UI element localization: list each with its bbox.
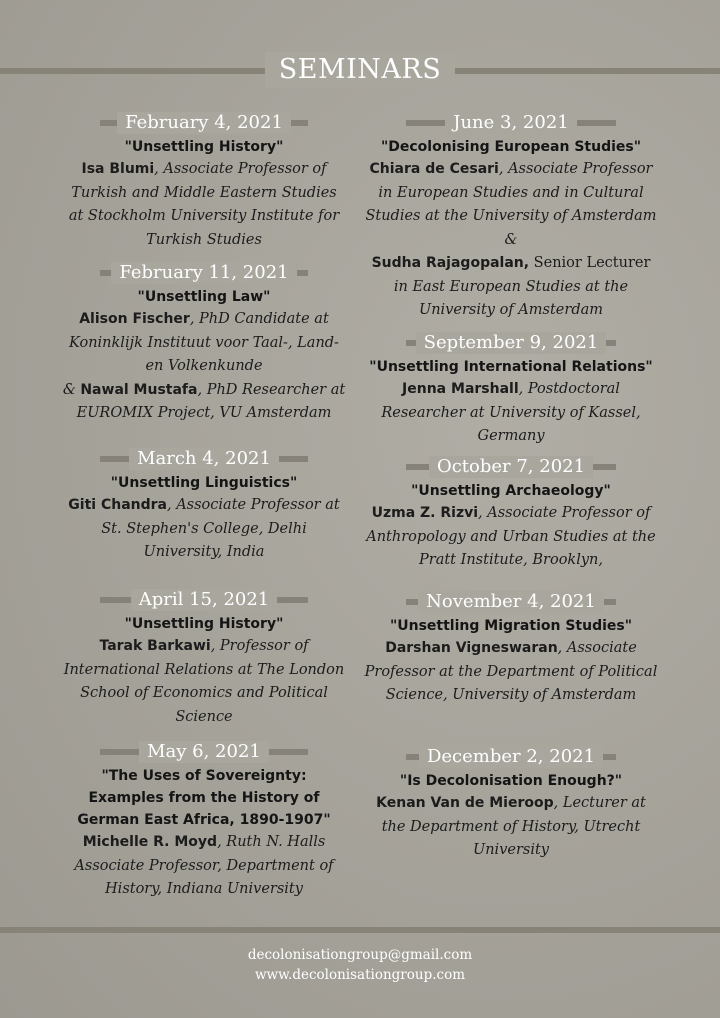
seminar-entry: [364, 456, 658, 573]
seminar-entry: [364, 112, 658, 323]
speaker-name: Jenna Marshall: [402, 381, 519, 397]
seminar-topic: "Unsettling Archaeology": [411, 483, 611, 499]
contact-email[interactable]: decolonisationgroup@gmail.com: [247, 947, 473, 963]
seminar-topic: "The Uses of Sovereignty: Examples from the History of German East Africa, 1890-1907": [77, 768, 331, 828]
date-header: [406, 746, 616, 768]
speaker-affiliation: , Associate Professor of Turkish and Middle Eastern Studies at Stockholm University Institute for Turkish Studies: [68, 161, 340, 248]
speaker-affiliation: , Associate Professor in European Studies and in Cultural Studies at the University of Amsterdam &: [365, 161, 657, 248]
speaker-description: [62, 494, 346, 565]
date-header: [100, 448, 308, 470]
speaker-description: [364, 792, 658, 863]
date-header: [100, 112, 308, 134]
date-header: [406, 591, 616, 613]
speaker-affiliation: , Postdoctoral Researcher at University of Kassel, Germany: [381, 381, 641, 444]
seminar-entry: [62, 741, 346, 902]
speaker-name: Sudha Rajagopalan,: [371, 255, 530, 271]
seminar-entry: [364, 591, 658, 708]
seminar-topic: "Unsettling History": [124, 616, 284, 632]
seminar-topic: "Unsettling Linguistics": [110, 475, 298, 491]
seminar-entry: [62, 112, 346, 252]
speaker-description: [364, 637, 658, 708]
speaker-name: Giti Chandra: [68, 497, 167, 513]
date-header: [406, 332, 616, 354]
speaker-name: Tarak Barkawi: [99, 638, 211, 654]
date-header: [406, 456, 616, 478]
date-header: [100, 741, 308, 763]
speaker-title: Senior Lecturer: [529, 255, 651, 271]
date-header: [100, 589, 308, 611]
speaker-name: Darshan Vigneswaran: [385, 640, 558, 656]
speaker-description: [62, 308, 346, 426]
speaker-affiliation: in East European Studies at the University of Amsterdam: [393, 278, 629, 318]
seminar-topic: "Unsettling History": [124, 139, 284, 155]
speaker-affiliation: , Associate Professor at St. Stephen's College, Delhi University, India: [101, 497, 340, 560]
speaker-name: Uzma Z. Rizvi: [371, 505, 479, 521]
seminar-topic: "Is Decolonisation Enough?": [399, 773, 623, 789]
seminar-entry: [364, 332, 658, 449]
speaker-affiliation: , PhD Researcher at EUROMIX Project, VU Amsterdam: [76, 381, 346, 421]
seminar-date: December 2, 2021: [419, 746, 603, 768]
speaker-description: [62, 158, 346, 252]
seminar-date: February 11, 2021: [111, 262, 296, 284]
speaker-affiliation: , Associate Professor of Anthropology and Urban Studies at the Pratt Institute, Brooklyn,: [366, 505, 656, 568]
speaker-affiliation: , Professor of International Relations at The London School of Economics and Political Science: [63, 638, 345, 725]
seminar-date: October 7, 2021: [429, 456, 593, 478]
website-link[interactable]: www.decolonisationgroup.com: [254, 967, 465, 983]
seminar-date: September 9, 2021: [416, 332, 607, 354]
seminar-topic: "Unsettling Migration Studies": [389, 618, 633, 634]
seminar-entry: [62, 589, 346, 729]
speaker-affiliation: , Ruth N. Halls Associate Professor, Department of History, Indiana University: [74, 834, 334, 897]
speaker-name: Isa Blumi: [81, 161, 155, 177]
page-title: SEMINARS: [265, 52, 455, 88]
seminar-date: May 6, 2021: [139, 741, 269, 763]
bottom-divider: [0, 927, 720, 933]
seminar-date: June 3, 2021: [445, 112, 576, 134]
speaker-description: [62, 831, 346, 902]
date-header: [406, 112, 616, 134]
speaker-name: Nawal Mustafa: [80, 381, 198, 398]
speaker-affiliation: , Lecturer at the Department of History, Utrecht University: [381, 795, 646, 858]
seminar-entry: [62, 262, 346, 426]
seminar-date: March 4, 2021: [129, 448, 279, 470]
seminar-topic: "Decolonising European Studies": [380, 139, 642, 155]
seminar-date: November 4, 2021: [418, 591, 604, 613]
speaker-description: [62, 635, 346, 729]
speaker-description: [364, 502, 658, 573]
seminar-entry: [62, 448, 346, 565]
speaker-name: Alison Fischer: [79, 311, 190, 327]
date-header: [100, 262, 308, 284]
seminar-topic: "Unsettling International Relations": [369, 359, 653, 375]
seminar-date: February 4, 2021: [117, 112, 291, 134]
speaker-description: [364, 158, 658, 323]
speaker-name: Chiara de Cesari: [369, 161, 499, 177]
seminar-entry: [364, 746, 658, 863]
ampersand: &: [62, 381, 81, 398]
seminar-topic: "Unsettling Law": [137, 289, 271, 305]
speaker-affiliation: , PhD Candidate at Koninklijk Instituut voor Taal-, Land- en Volkenkunde: [69, 311, 339, 374]
page-title-wrap: [0, 52, 720, 88]
speaker-description: [364, 378, 658, 449]
speaker-name: Kenan Van de Mieroop: [376, 795, 554, 811]
speaker-affiliation: , Associate Professor at the Department of Political Science, University of Amsterdam: [364, 640, 658, 703]
seminar-date: April 15, 2021: [131, 589, 278, 611]
footer: [0, 945, 720, 985]
speaker-name: Michelle R. Moyd: [82, 834, 218, 850]
